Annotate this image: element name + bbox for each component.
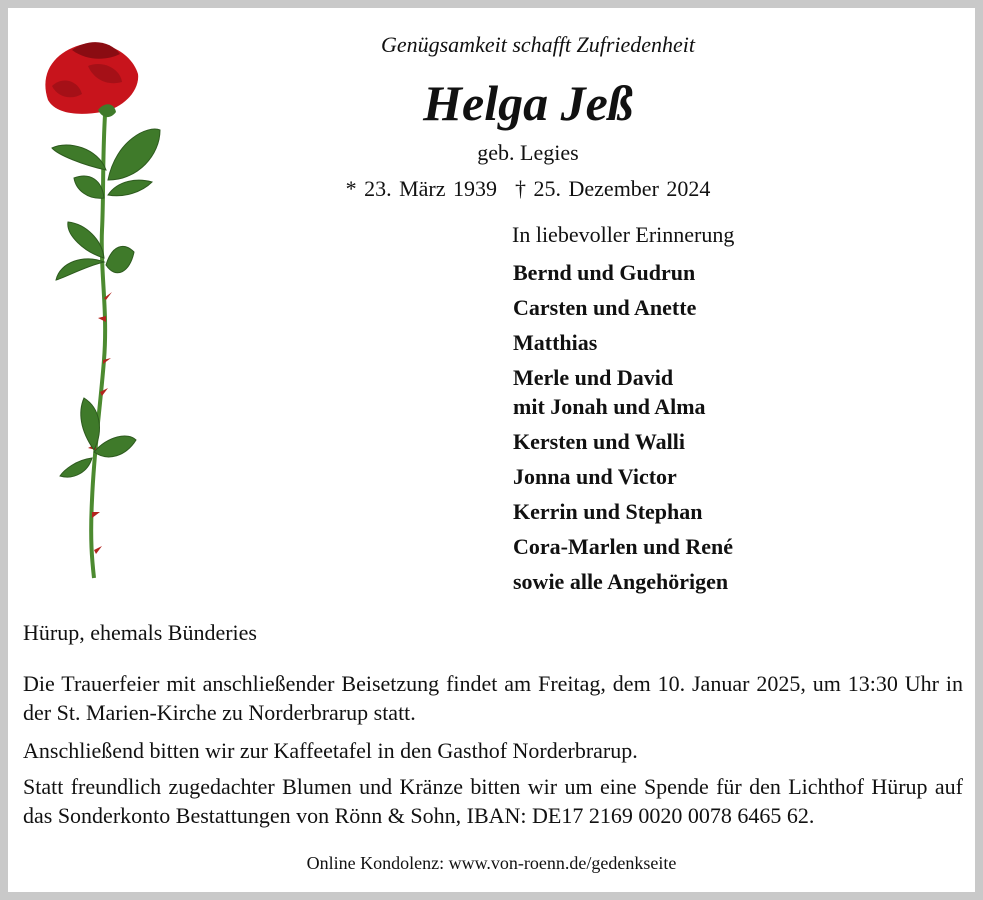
mourner: Kerrin und Stephan	[513, 499, 703, 524]
deceased-name: Helga Jeß	[423, 75, 633, 131]
birth-date: * 23. März 1939	[345, 176, 498, 201]
mourner: Carsten und Anette	[513, 295, 697, 320]
mourner: mit Jonah und Alma	[513, 394, 706, 419]
mourner: sowie alle Angehörigen	[513, 569, 729, 594]
mourner: Merle und David	[513, 365, 674, 390]
donation-paragraph: Statt freundlich zugedachter Blumen und Kränze bitten wir um eine Spende für den Lichthof Hürup auf das Sonderkonto Bestattungen von Rönn & Sohn, IBAN: DE17 2169 0020 0078 6465 62.	[23, 774, 963, 828]
mourner: Bernd und Gudrun	[513, 260, 696, 285]
obituary-card	[8, 8, 975, 892]
motto: Genügsamkeit schafft Zufriedenheit	[380, 32, 696, 57]
place: Hürup, ehemals Bünderies	[23, 620, 257, 645]
funeral-paragraph: Die Trauerfeier mit anschließender Beisetzung findet am Freitag, dem 10. Januar 2025, um 13:30 Uhr in der St. Marien-Kirche zu Norderbrarup statt.	[23, 671, 963, 725]
mourner: Matthias	[513, 330, 598, 355]
memory-line: In liebevoller Erinnerung	[512, 222, 735, 247]
coffee-paragraph: Anschließend bitten wir zur Kaffeetafel in den Gasthof Norderbrarup.	[23, 738, 638, 763]
mourner: Kersten und Walli	[513, 429, 685, 454]
online-condolence: Online Kondolenz: www.von-roenn.de/gedenkseite	[306, 853, 677, 873]
life-dates	[8, 176, 983, 202]
mourner: Jonna und Victor	[513, 464, 677, 489]
rose-stem	[91, 100, 106, 578]
death-date: † 25. Dezember 2024	[515, 176, 711, 201]
mourner: Cora-Marlen und René	[513, 534, 733, 559]
mourners-list	[513, 258, 733, 596]
maiden-name: geb. Legies	[477, 140, 579, 165]
